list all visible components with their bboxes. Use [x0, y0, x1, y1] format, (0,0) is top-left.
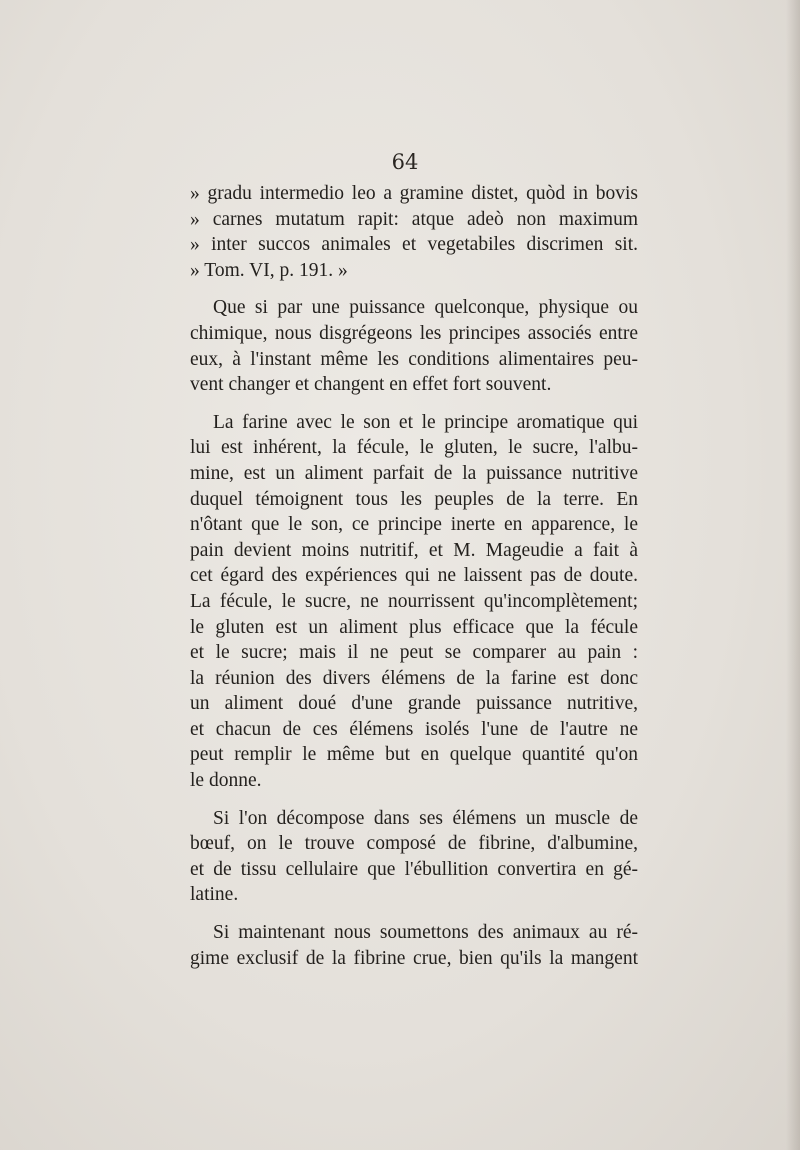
- text-line: un aliment doué d'une grande puissance nutritive,: [190, 693, 638, 715]
- text-line: » carnes mutatum rapit: atque adeò non maximum: [190, 208, 638, 230]
- text-line: et chacun de ces élémens isolés l'une de l'autre ne: [190, 718, 638, 740]
- text-line: pain devient moins nutritif, et M. Mageudie a fait à: [190, 539, 638, 561]
- text-line: peut remplir le même but en quelque quantité qu'on: [190, 744, 638, 766]
- text-line: n'ôtant que le son, ce principe inerte en apparence, le: [190, 514, 638, 536]
- paragraph: [190, 920, 638, 971]
- text-line: lui est inhérent, la fécule, le gluten, le sucre, l'albu-: [190, 437, 638, 459]
- quotation-paragraph: [190, 181, 638, 283]
- text-line: bœuf, on le trouve composé de fibrine, d'albumine,: [190, 833, 638, 855]
- text-line: Que si par une puissance quelconque, physique ou: [213, 297, 638, 319]
- text-line: chimique, nous disgrégeons les principes associés entre: [190, 322, 638, 344]
- paragraph-gap: [190, 794, 638, 806]
- paragraph-gap: [190, 908, 638, 920]
- page-number: 64: [391, 150, 419, 174]
- text-line: le gluten est un aliment plus efficace que la fécule: [190, 616, 638, 638]
- text-line: et de tissu cellulaire que l'ébullition convertira en gé-: [190, 858, 638, 880]
- paragraph: [190, 410, 638, 794]
- text-line: La farine avec le son et le principe aromatique qui: [213, 411, 638, 433]
- text-line: Si l'on décompose dans ses élémens un muscle de: [213, 807, 638, 829]
- text-line: mine, est un aliment parfait de la puissance nutritive: [190, 462, 638, 484]
- body-text: [190, 181, 638, 971]
- text-line: eux, à l'instant même les conditions alimentaires peu-: [190, 348, 638, 370]
- text-line: » Tom. VI, p. 191. »: [190, 259, 348, 281]
- text-line: » inter succos animales et vegetabiles discrimen sit.: [190, 234, 638, 256]
- text-line: cet égard des expériences qui ne laissent pas de doute.: [190, 565, 638, 587]
- text-line: latine.: [190, 884, 239, 906]
- paragraph: [190, 806, 638, 908]
- text-line: le donne.: [190, 770, 262, 792]
- text-line: La fécule, le sucre, ne nourrissent qu'incomplètement;: [190, 590, 638, 612]
- text-line: et le sucre; mais il ne peut se comparer au pain :: [190, 642, 638, 664]
- text-line: vent changer et changent en effet fort souvent.: [190, 374, 552, 396]
- text-line: Si maintenant nous soumettons des animaux au ré-: [213, 922, 638, 944]
- paragraph-gap: [190, 398, 638, 410]
- text-line: duquel témoignent tous les peuples de la terre. En: [190, 488, 638, 510]
- text-line: » gradu intermedio leo a gramine distet, quòd in bovis: [190, 183, 638, 204]
- paragraph: [190, 295, 638, 397]
- text-line: gime exclusif de la fibrine crue, bien qu'ils la mangent: [190, 947, 638, 969]
- text-line: la réunion des divers élémens de la farine est donc: [190, 667, 638, 689]
- paragraph-gap: [190, 283, 638, 295]
